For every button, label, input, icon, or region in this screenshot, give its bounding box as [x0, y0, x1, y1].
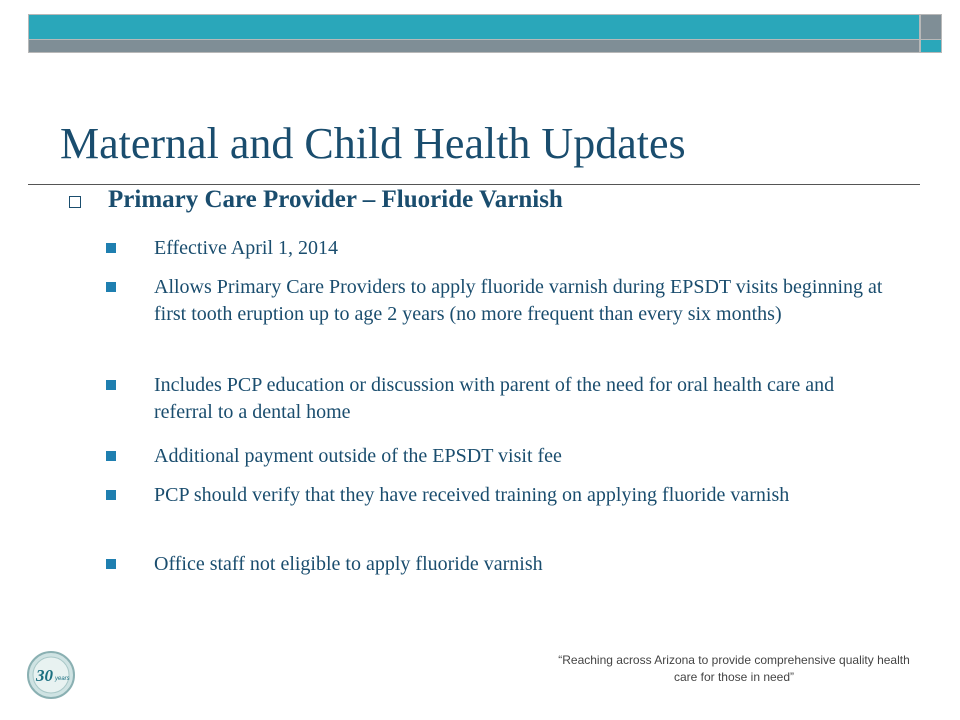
- hollow-square-bullet-icon: [69, 196, 81, 208]
- bullet-text: Office staff not eligible to apply fluoride varnish: [154, 553, 543, 575]
- bullet-text: Allows Primary Care Providers to apply fluoride varnish during EPSDT visits beginning at first tooth eruption up to age 2 years (no more frequent than every six months): [154, 276, 883, 325]
- header-corner-square-gray: [920, 14, 942, 40]
- header-band-teal: [28, 14, 920, 40]
- square-bullet-icon: [106, 380, 116, 390]
- bullet-text: Includes PCP education or discussion with parent of the need for oral health care and referral to a dental home: [154, 374, 835, 423]
- square-bullet-icon: [106, 490, 116, 500]
- header-band-gray: [28, 39, 920, 53]
- slide-title: Maternal and Child Health Updates: [60, 119, 686, 168]
- bullet-text: PCP should verify that they have received training on applying fluoride varnish: [154, 484, 790, 506]
- footer-tagline: “Reaching across Arizona to provide comprehensive quality health care for those in need”: [558, 653, 910, 684]
- bullet-text: Effective April 1, 2014: [154, 237, 339, 259]
- section-heading-text: Primary Care Provider – Fluoride Varnish: [108, 186, 563, 213]
- square-bullet-icon: [106, 243, 116, 253]
- 30-years-logo: [22, 650, 80, 700]
- title-divider: [28, 184, 920, 185]
- bullet-text: Additional payment outside of the EPSDT visit fee: [154, 445, 562, 467]
- logo-subtext: years: [55, 676, 70, 682]
- square-bullet-icon: [106, 559, 116, 569]
- header-corner-square-teal: [920, 39, 942, 53]
- logo-number: 30: [36, 666, 53, 685]
- square-bullet-icon: [106, 282, 116, 292]
- header-decoration: [0, 0, 960, 60]
- square-bullet-icon: [106, 451, 116, 461]
